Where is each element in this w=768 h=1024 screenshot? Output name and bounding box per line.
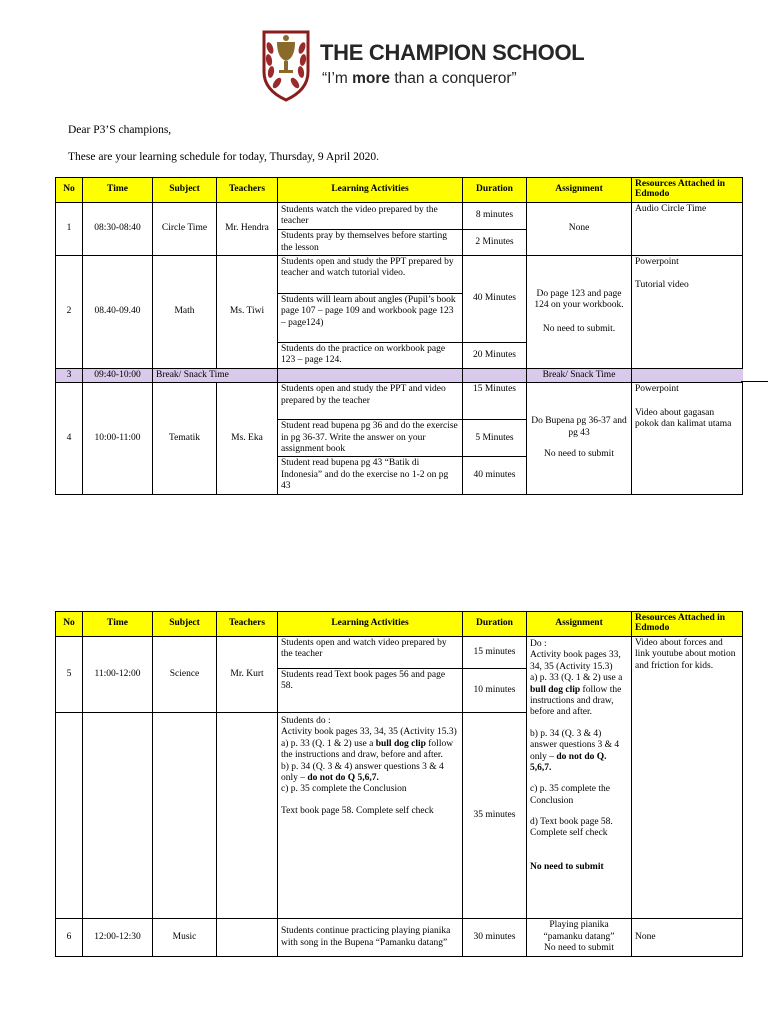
duration-cell: 40 Minutes: [463, 256, 527, 343]
table-row: [56, 637, 743, 669]
row-subject: Music: [153, 919, 217, 957]
col-header-activities: Learning Activities: [278, 612, 463, 637]
resource-item: Powerpoint: [635, 384, 679, 395]
letter-greeting: Dear P3’S champions,: [68, 124, 172, 136]
row-time: 10:00-11:00: [83, 383, 153, 494]
resource-item: Video about gagasan pokok dan kalimat utama: [635, 407, 732, 429]
assignment-note: No need to submit: [544, 943, 614, 954]
assignment-cell: [527, 637, 632, 919]
duration-cell: 15 Minutes: [463, 383, 527, 420]
table-row: [56, 256, 743, 294]
letter-intro: These are your learning schedule for today, Thursday, 9 April 2020.: [68, 151, 379, 163]
assignment-cell: [527, 383, 632, 494]
activity-cell: [278, 713, 463, 919]
col-header-teachers: Teachers: [217, 612, 278, 637]
col-header-subject: Subject: [153, 612, 217, 637]
row-time: 08.40-09.40: [83, 256, 153, 369]
assignment-cell: [527, 919, 632, 957]
assignment-line: c) p. 35 complete the Conclusion: [530, 784, 610, 806]
activity-cell: Students pray by themselves before starting the lesson: [278, 230, 463, 256]
activity-cell: Students open and watch video prepared by the teacher: [278, 637, 463, 669]
col-header-no: No: [56, 612, 83, 637]
row-subject: Science: [153, 637, 217, 713]
row-no: 1: [56, 203, 83, 256]
duration-cell: 30 minutes: [463, 919, 527, 957]
col-header-teachers: Teachers: [217, 178, 278, 203]
activity-cell: Students do the practice on workbook page 123 – page 124.: [278, 343, 463, 369]
col-header-time: Time: [83, 612, 153, 637]
col-header-resources: Resources Attached in Edmodo: [632, 178, 743, 203]
resource-item: Tutorial video: [635, 280, 689, 291]
duration-cell: 10 minutes: [463, 669, 527, 713]
schedule-table-1: [55, 177, 743, 495]
break-label: Break/ Snack Time: [153, 368, 278, 382]
resources-cell: None: [632, 919, 743, 957]
activity-cell: Students open and study the PPT prepared by teacher and watch tutorial video.: [278, 256, 463, 294]
assignment-note: No need to submit.: [542, 323, 616, 334]
assignment-line: Do :: [530, 639, 547, 649]
assignment-text: Playing pianika “pamanku datang”: [543, 920, 615, 942]
table-header-row: [56, 612, 743, 637]
row-teacher: Mr. Kurt: [217, 637, 278, 713]
row-teacher: Ms. Eka: [217, 383, 278, 494]
school-crest-icon: [258, 28, 314, 102]
activity-cell: Student read bupena pg 36 and do the exercise in pg 36-37. Write the answer on your assignment book: [278, 420, 463, 457]
break-row: [56, 368, 743, 382]
duration-cell: 20 Minutes: [463, 343, 527, 369]
assignment-line: Activity book pages 33, 34, 35 (Activity 15.3): [530, 650, 621, 672]
row-no: 2: [56, 256, 83, 369]
duration-cell: 35 minutes: [463, 713, 527, 919]
break-empty-cell: [632, 368, 743, 382]
col-header-no: No: [56, 178, 83, 203]
schedule-table-2: [55, 611, 743, 957]
col-header-subject: Subject: [153, 178, 217, 203]
row-no: 4: [56, 383, 83, 494]
assignment-note: No need to submit: [544, 449, 614, 460]
row-time: 09:40-10:00: [83, 368, 153, 382]
row-no: 6: [56, 919, 83, 957]
row-teacher: [217, 919, 278, 957]
activity-cell: Students open and study the PPT and video prepared by the teacher: [278, 383, 463, 420]
break-empty-cell: [278, 368, 463, 382]
col-header-duration: Duration: [463, 178, 527, 203]
table-row: [56, 383, 743, 420]
activity-line: Text book page 58. Complete self check: [281, 805, 434, 816]
activity-cell: Students watch the video prepared by the teacher: [278, 203, 463, 230]
duration-cell: 2 Minutes: [463, 230, 527, 256]
row-subject: Tematik: [153, 383, 217, 494]
col-header-assignment: Assignment: [527, 178, 632, 203]
assignment-text: Do page 123 and page 124 on your workbook.: [534, 288, 624, 311]
assignment-text: Do Bupena pg 36-37 and pg 43: [531, 416, 627, 438]
activity-cell: Student read bupena pg 43 “Batik di Indonesia” and do the exercise no 1-2 on pg 43: [278, 457, 463, 494]
table-row: [56, 203, 743, 230]
row-subject: Circle Time: [153, 203, 217, 256]
col-header-resources: Resources Attached in Edmodo: [632, 612, 743, 637]
row-subject: Math: [153, 256, 217, 369]
row-time: 12:00-12:30: [83, 919, 153, 957]
duration-cell: 40 minutes: [463, 457, 527, 494]
col-header-activities: Learning Activities: [278, 178, 463, 203]
empty-cell: [153, 713, 217, 919]
assignment-line: b) p. 34 (Q. 3 & 4) answer questions 3 & 4 only – do not do Q. 5,6,7.: [530, 728, 620, 773]
activity-cell: Students will learn about angles (Pupil’s book page 107 – page 109 and workbook page 123 – page124): [278, 294, 463, 343]
duration-cell: 15 minutes: [463, 637, 527, 669]
activity-line: Activity book pages 33, 34, 35 (Activity 15.3): [281, 727, 457, 738]
activity-line: Students do :: [281, 716, 331, 726]
activity-line: c) p. 35 complete the Conclusion: [281, 784, 407, 795]
assignment-note: No need to submit: [530, 861, 604, 872]
empty-cell: [83, 713, 153, 919]
empty-cell: [217, 713, 278, 919]
resources-cell: [632, 383, 743, 494]
activity-cell: Students read Text book pages 56 and page 58.: [278, 669, 463, 713]
school-motto: “I’m more than a conqueror”: [322, 70, 517, 87]
table-header-row: [56, 178, 743, 203]
school-name: THE CHAMPION SCHOOL: [320, 40, 585, 65]
row-time: 11:00-12:00: [83, 637, 153, 713]
resource-item: Powerpoint: [635, 257, 679, 267]
table-row: [56, 919, 743, 957]
row-teacher: Ms. Tiwi: [217, 256, 278, 369]
col-header-time: Time: [83, 178, 153, 203]
duration-cell: 8 minutes: [463, 203, 527, 230]
resources-cell: [632, 256, 743, 369]
activity-line: b) p. 34 (Q. 3 & 4) answer questions 3 & 4 only – do not do Q 5,6,7.: [281, 761, 444, 783]
break-label-2: Break/ Snack Time: [527, 368, 632, 382]
row-no: 5: [56, 637, 83, 713]
row-teacher: Mr. Hendra: [217, 203, 278, 256]
assignment-cell: None: [527, 203, 632, 256]
resources-cell: Audio Circle Time: [632, 203, 743, 256]
row-no: 3: [56, 368, 83, 382]
school-logo: [258, 28, 585, 102]
assignment-line: d) Text book page 58. Complete self check: [530, 817, 613, 839]
row-time: 08:30-08:40: [83, 203, 153, 256]
duration-cell: 5 Minutes: [463, 420, 527, 457]
col-header-duration: Duration: [463, 612, 527, 637]
table-line-extension: [741, 381, 768, 382]
assignment-cell: [527, 256, 632, 369]
empty-cell: [56, 713, 83, 919]
break-empty-cell: [463, 368, 527, 382]
assignment-line: a) p. 33 (Q. 1 & 2) use a bull dog clip follow the instructions and draw, before and after.: [530, 673, 623, 718]
resources-cell: Video about forces and link youtube about motion and friction for kids.: [632, 637, 743, 919]
col-header-assignment: Assignment: [527, 612, 632, 637]
activity-line: a) p. 33 (Q. 1 & 2) use a bull dog clip follow the instructions and draw, before and after.: [281, 738, 454, 761]
activity-cell: Students continue practicing playing pianika with song in the Bupena “Pamanku datang”: [278, 919, 463, 957]
